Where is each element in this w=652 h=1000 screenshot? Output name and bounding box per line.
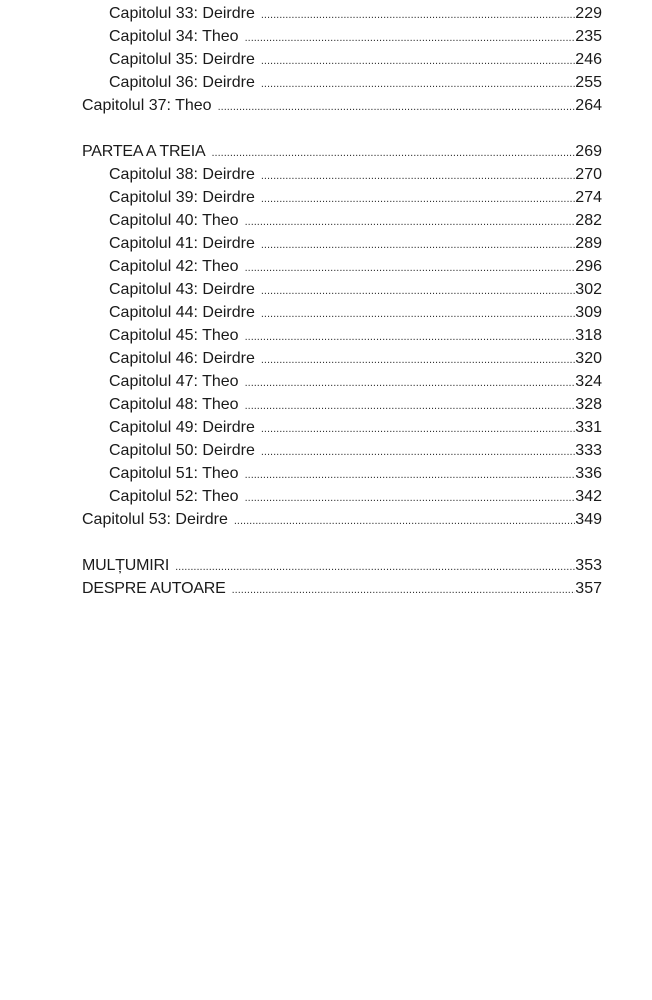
toc-entry [82,71,602,94]
toc-entry-title: Capitolul 38: Deirdre [109,166,255,183]
toc-entry-title: Capitolul 50: Deirdre [109,442,255,459]
table-of-contents [82,2,602,600]
toc-entry [82,255,602,278]
toc-entry [82,163,602,186]
dot-leader [261,303,575,326]
toc-entry [82,370,602,393]
toc-entry [82,2,602,25]
toc-page-number: 357 [575,580,602,597]
toc-entry-title: Capitolul 53: Deirdre [82,511,228,528]
toc-entry [82,186,602,209]
toc-entry-title: Capitolul 44: Deirdre [109,304,255,321]
dot-leader [261,280,575,303]
toc-entry [82,278,602,301]
toc-entry-title: Capitolul 51: Theo [109,465,239,482]
toc-page-number: 235 [575,28,602,45]
dot-leader [261,165,575,188]
dot-leader [261,349,575,372]
toc-entry-title: Capitolul 47: Theo [109,373,239,390]
toc-entry-title: Capitolul 35: Deirdre [109,51,255,68]
dot-leader [211,142,575,165]
toc-page-number: 229 [575,5,602,22]
toc-page-number: 349 [575,511,602,528]
toc-page-number: 302 [575,281,602,298]
toc-entry [82,25,602,48]
toc-page-number: 336 [575,465,602,482]
dot-leader [245,395,576,418]
toc-entry [82,462,602,485]
toc-entry-title: Capitolul 41: Deirdre [109,235,255,252]
toc-entry-title: Capitolul 33: Deirdre [109,5,255,22]
toc-entry [82,324,602,347]
dot-leader [245,372,576,395]
toc-entry-title: Capitolul 39: Deirdre [109,189,255,206]
toc-page-number: 274 [575,189,602,206]
toc-section-heading [82,554,602,577]
toc-entry-title: Capitolul 46: Deirdre [109,350,255,367]
toc-page-number: 318 [575,327,602,344]
toc-page-number: 309 [575,304,602,321]
toc-entry [82,94,602,117]
dot-leader [245,487,576,510]
toc-page-number: 353 [575,557,602,574]
toc-page-number: 328 [575,396,602,413]
toc-entry-title: MULȚUMIRI [82,557,170,574]
dot-leader [245,211,576,234]
toc-entry [82,508,602,531]
toc-section-heading [82,577,602,600]
toc-entry-title: Capitolul 36: Deirdre [109,74,255,91]
dot-leader [245,257,576,280]
toc-entry-title: Capitolul 43: Deirdre [109,281,255,298]
dot-leader [261,234,575,257]
dot-leader [261,441,575,464]
toc-entry-title: Capitolul 40: Theo [109,212,239,229]
dot-leader [261,4,575,27]
dot-leader [232,579,576,602]
dot-leader [218,96,576,119]
dot-leader [245,464,576,487]
toc-entry-title: Capitolul 48: Theo [109,396,239,413]
toc-entry-title: PARTEA A TREIA [82,143,206,160]
toc-page-number: 269 [575,143,602,160]
toc-page-number: 333 [575,442,602,459]
dot-leader [261,73,575,96]
toc-entry-title: Capitolul 52: Theo [109,488,239,505]
toc-entry-title: Capitolul 34: Theo [109,28,239,45]
toc-page-number: 282 [575,212,602,229]
toc-page-number: 255 [575,74,602,91]
toc-entry [82,416,602,439]
dot-leader [175,556,575,579]
dot-leader [261,188,575,211]
toc-entry [82,232,602,255]
toc-page-number: 289 [575,235,602,252]
toc-entry [82,439,602,462]
toc-section-heading [82,140,602,163]
toc-page-number: 331 [575,419,602,436]
dot-leader [245,27,576,50]
toc-entry-title: Capitolul 49: Deirdre [109,419,255,436]
toc-page-number: 296 [575,258,602,275]
toc-entry [82,393,602,416]
toc-entry [82,347,602,370]
toc-page-number: 264 [575,97,602,114]
toc-page-number: 270 [575,166,602,183]
toc-entry [82,48,602,71]
toc-entry [82,485,602,508]
toc-page-number: 342 [575,488,602,505]
toc-entry [82,209,602,232]
toc-page-number: 324 [575,373,602,390]
toc-page-number: 246 [575,51,602,68]
dot-leader [234,510,575,533]
toc-page-number: 320 [575,350,602,367]
toc-entry-title: Capitolul 42: Theo [109,258,239,275]
dot-leader [261,418,575,441]
toc-entry-title: DESPRE AUTOARE [82,580,226,597]
dot-leader [261,50,575,73]
toc-entry [82,301,602,324]
toc-entry-title: Capitolul 45: Theo [109,327,239,344]
dot-leader [245,326,576,349]
toc-entry-title: Capitolul 37: Theo [82,97,212,114]
